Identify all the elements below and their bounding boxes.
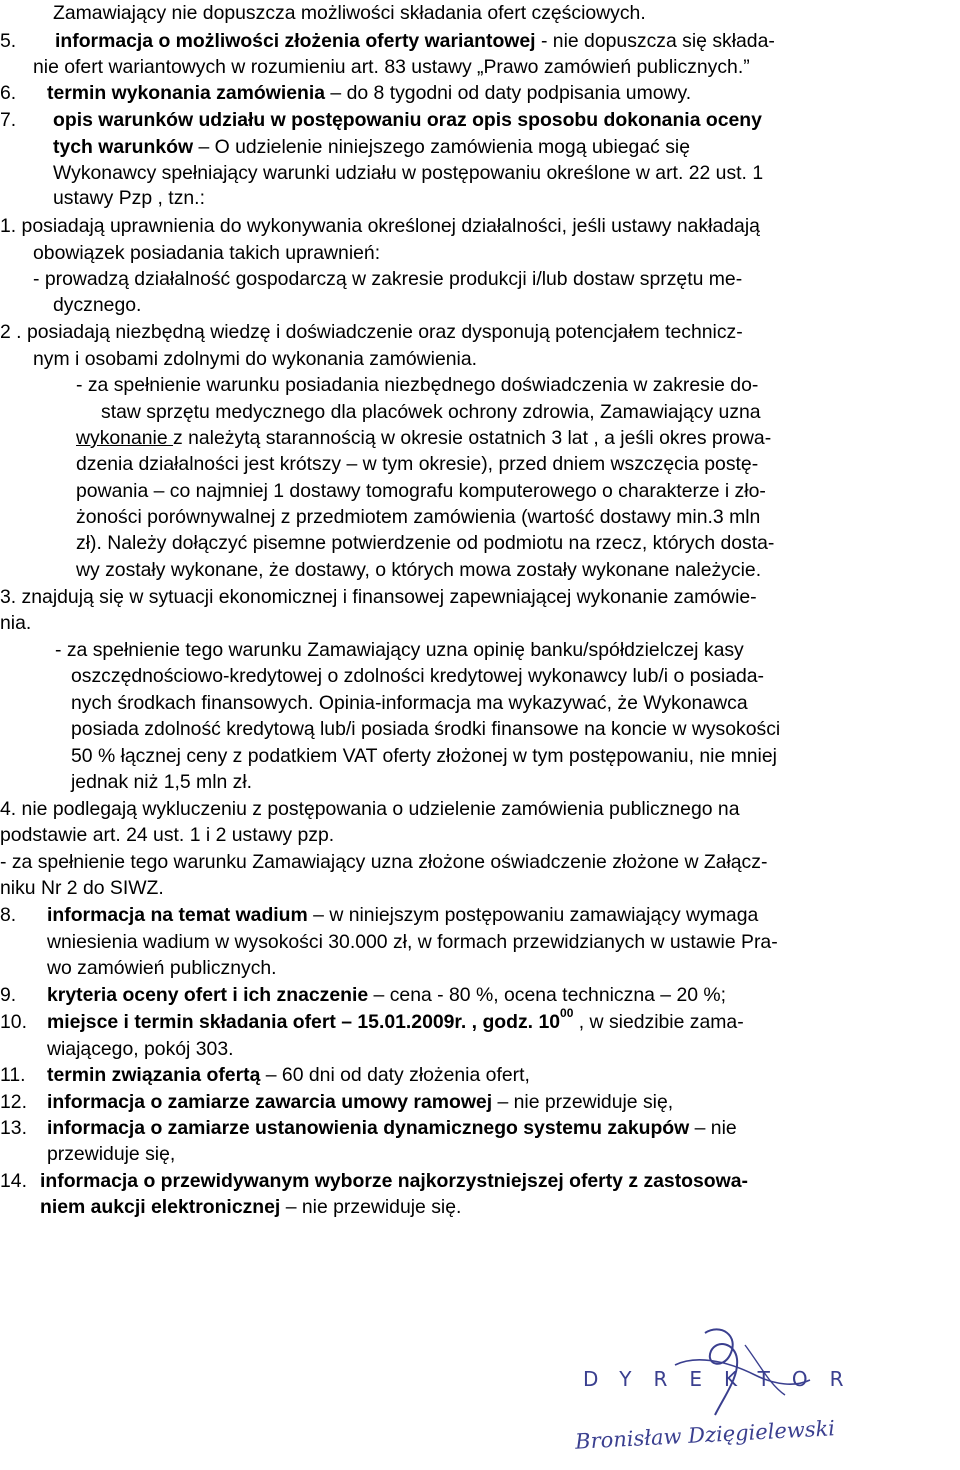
text-line [76, 557, 761, 583]
text-line [76, 478, 766, 504]
text-segment: Wykonawcy spełniający warunki udziału w postępowaniu określone w art. 22 ust. 1 [53, 162, 764, 184]
text-line [76, 504, 760, 530]
text-segment: informacja na temat wadium [47, 904, 308, 926]
item-number: 5. [0, 30, 17, 52]
text-segment: – nie przewiduje się, [492, 1091, 674, 1113]
text-line [47, 955, 277, 981]
text-line [71, 743, 777, 769]
text-segment: wiającego, pokój 303. [47, 1038, 234, 1060]
text-line [0, 796, 740, 822]
item-number: 13. [0, 1117, 27, 1139]
text-line [47, 1141, 175, 1167]
item-number: 12. [0, 1091, 27, 1113]
text-line [71, 663, 764, 689]
text-segment: dycznego. [53, 294, 142, 316]
text-segment: jednak niż 1,5 mln zł. [71, 771, 253, 793]
text-segment: obowiązek posiadania takich uprawnień: [33, 242, 381, 264]
text-segment: termin związania ofertą [47, 1064, 261, 1086]
text-line [0, 1089, 673, 1115]
text-line [76, 530, 774, 556]
text-line [76, 451, 758, 477]
text-line [71, 769, 252, 795]
text-line [33, 266, 742, 292]
text-line [0, 28, 775, 54]
text-segment: żoności porównywalnej z przedmiotem zamówienia (wartość dostawy min.3 mln [76, 506, 761, 528]
text-segment: wo zamówień publicznych. [47, 957, 277, 979]
text-line [71, 716, 780, 742]
text-line [33, 54, 750, 80]
text-segment: 00 [560, 1006, 574, 1020]
text-line [53, 0, 646, 26]
text-segment: kryteria oceny ofert i ich znaczenie [47, 984, 369, 1006]
text-segment: Zamawiający nie dopuszcza możliwości składania ofert częściowych. [53, 2, 646, 24]
text-segment: 4. nie podlegają wykluczeniu z postępowania o udzielenie zamówienia publicznego na [0, 798, 740, 820]
stamp-name: Bronisław Dzięgielewski [574, 1416, 836, 1454]
text-segment: nie ofert wariantowych w rozumieniu art. 83 ustawy „Prawo zamówień publicznych.” [33, 56, 750, 78]
text-segment: niku Nr 2 do SIWZ. [0, 877, 164, 899]
text-line [71, 690, 748, 716]
text-segment: 2 . posiadają niezbędną wiedzę i doświadczenie oraz dysponują potencjałem technicz- [0, 321, 743, 343]
text-line [76, 372, 758, 398]
text-segment: - za spełnienie tego warunku Zamawiający uzna opinię banku/spółdzielczej kasy [55, 639, 744, 661]
text-segment: miejsce i termin składania ofert – 15.01.2009r. , godz. 10 [47, 1011, 561, 1033]
text-segment: 3. znajdują się w sytuacji ekonomicznej i finansowej zapewniającej wykonanie zamówie- [0, 586, 757, 608]
text-segment: – cena - 80 %, ocena techniczna – 20 %; [368, 984, 727, 1006]
text-segment: powania – co najmniej 1 dostawy tomografu komputerowego o charakterze i zło- [76, 480, 766, 502]
text-line [0, 822, 334, 848]
text-line [33, 346, 477, 372]
text-segment: zł). Należy dołączyć pisemne potwierdzenie od podmiotu na rzecz, których dosta- [76, 532, 775, 554]
text-segment: – 60 dni od daty złożenia ofert, [260, 1064, 530, 1086]
text-line [53, 134, 690, 160]
text-segment: niem aukcji elektronicznej [40, 1196, 281, 1218]
text-segment: staw sprzętu medycznego dla placówek ochrony zdrowia, Zamawiający uzna [101, 401, 761, 423]
text-segment: – nie [689, 1117, 737, 1139]
text-segment: wy zostały wykonane, że dostawy, o których mowa zostały wykonane należycie. [76, 559, 762, 581]
text-segment: informacja o zamiarze zawarcia umowy ramowej [47, 1091, 493, 1113]
text-segment: - prowadzą działalność gospodarczą w zakresie produkcji i/lub dostaw sprzętu me- [33, 268, 743, 290]
text-segment: 1. posiadają uprawnienia do wykonywania określonej działalności, jeśli ustawy nakładają [0, 215, 760, 237]
text-line [33, 240, 380, 266]
text-line [0, 584, 757, 610]
text-segment: termin wykonania zamówienia [47, 82, 326, 104]
text-line [0, 80, 691, 106]
text-line [0, 319, 743, 345]
item-number: 9. [0, 984, 17, 1006]
text-segment: nia. [0, 612, 32, 634]
text-line [47, 1036, 234, 1062]
text-segment: z należytą starannością w okresie ostatnich 3 lat , a jeśli okres prowa- [173, 427, 772, 449]
text-line [0, 849, 767, 875]
item-number: 7. [0, 109, 17, 131]
text-segment: przewiduje się, [47, 1143, 176, 1165]
text-segment: - za spełnienie tego warunku Zamawiający uzna złożone oświadczenie złożone w Załącz- [0, 851, 768, 873]
text-line [0, 1062, 530, 1088]
text-line [0, 875, 164, 901]
item-number: 8. [0, 904, 17, 926]
text-segment: – nie przewiduje się. [280, 1196, 462, 1218]
text-segment: informacja o zamiarze ustanowienia dynamicznego systemu zakupów [47, 1117, 690, 1139]
text-segment: - za spełnienie warunku posiadania niezbędnego doświadczenia w zakresie do- [76, 374, 759, 396]
text-segment: , w siedzibie zama- [573, 1011, 744, 1033]
text-segment: dzenia działalności jest krótszy – w tym okresie), przed dniem wszczęcia postę- [76, 453, 759, 475]
text-segment: – w niniejszym postępowaniu zamawiający wymaga [307, 904, 759, 926]
text-line [0, 1168, 748, 1194]
text-segment: wykonanie [76, 427, 174, 449]
text-segment: informacja o przewidywanym wyborze najkorzystniejszej oferty z zastosowa- [40, 1170, 748, 1192]
text-segment: opis warunków udziału w postępowaniu oraz opis sposobu dokonania oceny [53, 109, 762, 131]
text-segment: oszczędnościowo-kredytowej o zdolności kredytowej wykonawcy lub/i o posiada- [71, 665, 765, 687]
text-segment: nych środkach finansowych. Opinia-informacja ma wykazywać, że Wykonawca [71, 692, 748, 714]
text-line [76, 425, 771, 451]
text-line [53, 292, 141, 318]
text-segment: – O udzielenie niniejszego zamówienia mogą ubiegać się [193, 136, 690, 158]
text-line [0, 1006, 744, 1035]
text-segment: – do 8 tygodni od daty podpisania umowy. [325, 82, 692, 104]
text-line [40, 1194, 461, 1220]
director-stamp [555, 1325, 866, 1465]
text-line [53, 185, 205, 211]
text-line [55, 637, 744, 663]
text-line [101, 399, 761, 425]
text-segment: wniesienia wadium w wysokości 30.000 zł, w formach przewidzianych w ustawie Pra- [47, 931, 778, 953]
text-line [0, 902, 758, 928]
text-line [0, 1115, 737, 1141]
text-line [0, 213, 760, 239]
stamp-title: DYREKTOR [583, 1367, 866, 1391]
text-line [0, 610, 31, 636]
text-line [0, 107, 762, 133]
text-segment: tych warunków [53, 136, 194, 158]
item-number: 11. [0, 1064, 26, 1086]
text-segment: informacja o możliwości złożenia oferty wariantowej [55, 30, 536, 52]
text-line [0, 982, 726, 1008]
text-segment: - nie dopuszcza się składa- [535, 30, 775, 52]
item-number: 6. [0, 82, 17, 104]
text-segment: posiada zdolność kredytową lub/i posiada środki finansowe na koncie w wysokości [71, 718, 781, 740]
text-segment: 50 % łącznej ceny z podatkiem VAT oferty złożonej w tym postępowaniu, nie mniej [71, 745, 777, 767]
item-number: 10. [0, 1011, 27, 1033]
text-segment: nym i osobami zdolnymi do wykonania zamówienia. [33, 348, 478, 370]
text-line [53, 160, 763, 186]
text-segment: podstawie art. 24 ust. 1 i 2 ustawy pzp. [0, 824, 335, 846]
text-segment: ustawy Pzp , tzn.: [53, 187, 205, 209]
text-line [47, 929, 778, 955]
item-number: 14. [0, 1170, 27, 1192]
